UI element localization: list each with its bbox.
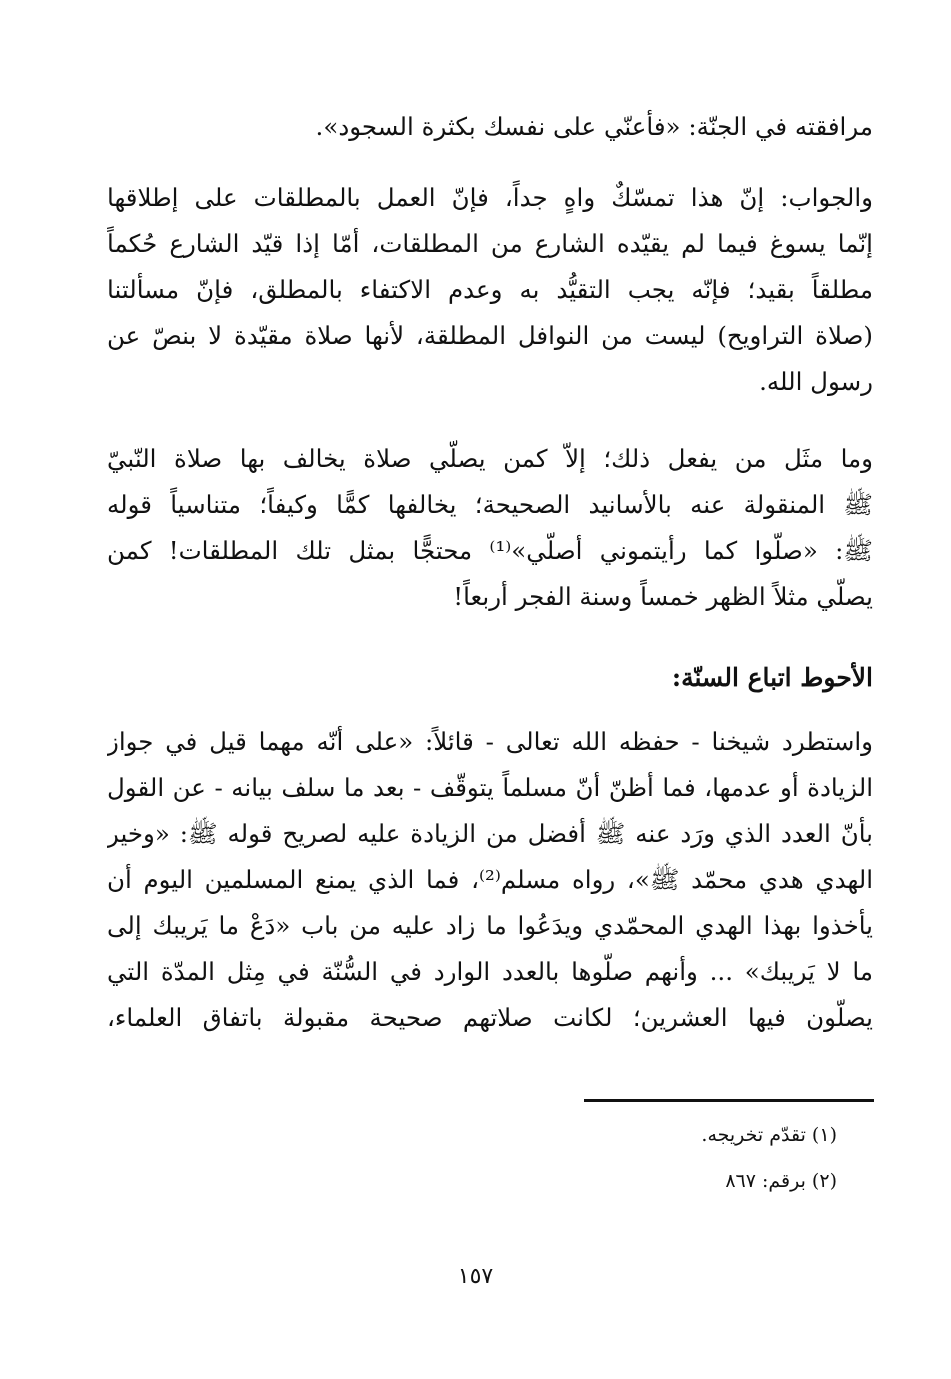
footnote-1: (١) تقدّم تخريجه. [701, 1124, 837, 1146]
footnote-divider [584, 1099, 874, 1102]
page-number: ١٥٧ [457, 1264, 494, 1289]
text-line: يأخذوا بهذا الهدي المحمّدي ويدَعُوا ما زاد عليه من باب «دَعْ ما يَريبك إلى [107, 911, 873, 940]
footnote-2: (٢) برقم: ٨٦٧ [725, 1170, 837, 1192]
paragraph-4 [107, 719, 873, 1041]
text-line: يصلّون فيها العشرين؛ لكانت صلاتهم صحيحة مقبولة باتفاق العلماء، [107, 1003, 873, 1032]
text-line: الزيادة أو عدمها، فما أظنّ أنّ مسلماً يتوقّف - بعد ما سلف بيانه - عن القول [107, 773, 873, 802]
text-line: مرافقته في الجنّة: «فأعنّي على نفسك بكثرة السجود». [315, 112, 873, 141]
text-line: (صلاة التراويح) ليست من النوافل المطلقة، لأنها صلاة مقيّدة لا بنصّ عن [107, 321, 873, 350]
paragraph-2 [107, 175, 873, 405]
text-line: واستطرد شيخنا - حفظه الله تعالى - قائلاً: «على أنّه مهما قيل في جواز [107, 727, 873, 756]
text-line: يصلّي مثلاً الظهر خمساً وسنة الفجر أربعاً! [453, 582, 873, 611]
section-heading: الأحوط اتباع السنّة: [671, 663, 873, 692]
text-line: ما لا يَريبك» ... وأنهم صلّوها بالعدد الوارد في السُّنّة في مِثل المدّة التي [107, 957, 873, 986]
text-line: الهدي هدي محمّد ﷺ»، رواه مسلم⁽²⁾، فما الذي يمنع المسلمين اليوم أن [107, 865, 873, 894]
paragraph-1 [107, 104, 873, 150]
text-line: رسول الله. [759, 367, 873, 396]
text-line: وما مثَل من يفعل ذلك؛ إلاّ كمن يصلّي صلاة يخالف بها صلاة النّبيّ [107, 444, 873, 473]
footnotes [701, 1112, 837, 1204]
text-line: والجواب: إنّ هذا تمسّكٌ واهٍ جداً، فإنّ العمل بالمطلقات على إطلاقها [107, 183, 873, 212]
text-line: مطلقاً بقيد؛ فإنّه يجب التقيُّد به وعدم الاكتفاء بالمطلق، فإنّ مسألتنا [107, 275, 873, 304]
paragraph-3 [107, 436, 873, 620]
text-line: بأنّ العدد الذي ورَد عنه ﷺ أفضل من الزيادة عليه لصريح قوله ﷺ: «وخير [107, 819, 873, 848]
text-line: ﷺ المنقولة عنه بالأسانيد الصحيحة؛ يخالفها كمًّا وكيفاً؛ متناسياً قوله [107, 490, 873, 519]
text-line: إنّما يسوغ فيما لم يقيّده الشارع من المطلقات، أمّا إذا قيّد الشارع حُكماً [107, 229, 873, 258]
text-line: ﷺ: «صلّوا كما رأيتموني أصلّي»⁽¹⁾ محتجًّا بمثل تلك المطلقات! كمن [107, 536, 873, 565]
